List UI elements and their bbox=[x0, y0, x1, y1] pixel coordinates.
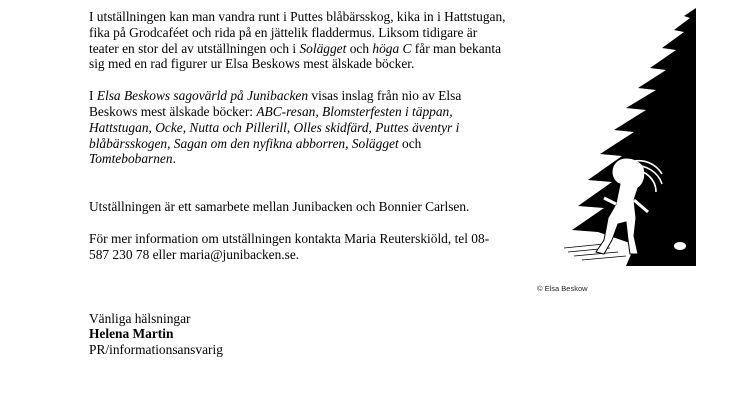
italic-title: Tomtebobarnen bbox=[89, 151, 173, 167]
paragraph-collaboration: Utställningen är ett samarbete mellan Junibacken och Bonnier Carlsen. bbox=[89, 199, 470, 215]
text-run: och bbox=[346, 40, 373, 56]
girl-in-forest-illustration bbox=[534, 8, 696, 266]
document-body bbox=[89, 9, 509, 358]
italic-title: Solägget bbox=[299, 40, 347, 56]
signature-greeting: Vänliga hälsningar bbox=[89, 310, 191, 326]
paragraph-exhibition bbox=[89, 9, 509, 72]
illustration-caption: © Elsa Beskow bbox=[537, 284, 588, 293]
text-run: visas inslag från nio av Elsa Beskows mest älskade böcker: bbox=[89, 88, 462, 119]
signature-role: PR/informationsansvarig bbox=[89, 342, 223, 358]
italic-title: Elsa Beskows sagovärld på Junibacken bbox=[96, 88, 309, 104]
hedgehog bbox=[674, 242, 686, 250]
text-run: och bbox=[398, 135, 422, 151]
text-run: får man bekanta sig med en rad figurer ur Elsa Beskows mest älskade böcker. bbox=[89, 40, 502, 72]
ground-hatching bbox=[564, 244, 626, 260]
text-run: I utställningen kan man vandra runt i Puttes blåbärsskog, kika in i Hattstugan, fika på Grodcaféet och rida på en jättelik fladdermus. Liksom tidigare är teater en stor del av utställningen och i bbox=[89, 9, 506, 56]
text-run: I bbox=[89, 88, 97, 104]
paragraph-contact: För mer information om utställningen kontakta Maria Reuterskiöld, tel 08-587 230 78 eller maria@junibacken.se. bbox=[89, 230, 490, 262]
italic-book-list: ABC-resan, Blomsterfesten i täppan, Hattstugan, Ocke, Nutta och Pillerill, Olles skidfärd, Puttes äventyr i blåbärsskogen, Sagan om den nyfikna abborren, Solägget bbox=[89, 103, 460, 151]
paragraph-books bbox=[89, 88, 509, 167]
text-run: . bbox=[172, 151, 176, 167]
italic-title: höga C bbox=[372, 40, 412, 56]
signature-name: Helena Martin bbox=[89, 326, 174, 342]
